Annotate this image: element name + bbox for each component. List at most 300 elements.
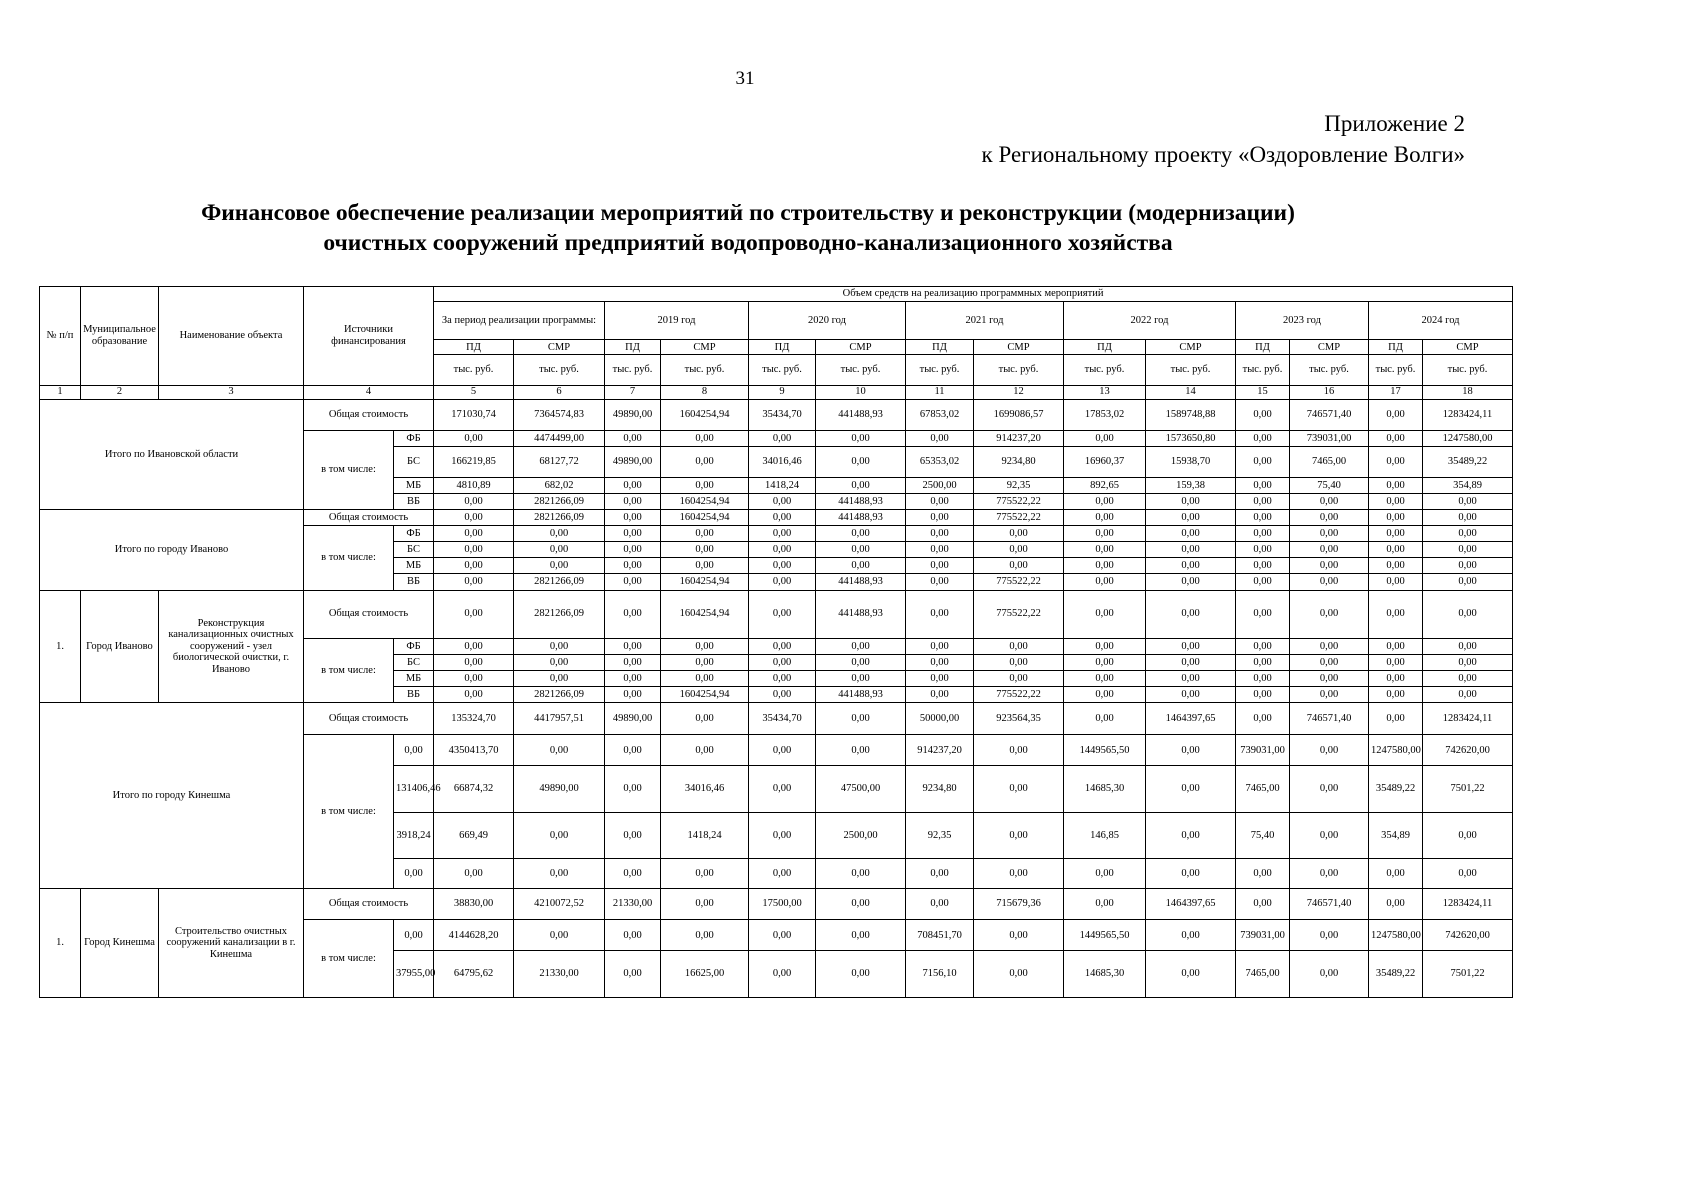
source-code: ФБ [394, 430, 434, 446]
column-number: 1 [40, 385, 81, 399]
value-cell: 4810,89 [434, 478, 514, 494]
value-cell: 0,00 [1236, 526, 1290, 542]
header-num: № п/п [40, 287, 81, 386]
value-cell: 49890,00 [514, 766, 605, 812]
value-cell: 0,00 [434, 858, 514, 888]
header-period: 2020 год [749, 302, 906, 340]
value-cell: 0,00 [514, 638, 605, 654]
source-code: 131406,46 [394, 766, 434, 812]
value-cell: 0,00 [605, 766, 661, 812]
value-cell: 1247580,00 [1423, 430, 1513, 446]
value-cell: 21330,00 [605, 889, 661, 920]
value-cell: 0,00 [1369, 687, 1423, 703]
value-cell: 0,00 [974, 920, 1064, 951]
value-cell: 4417957,51 [514, 703, 605, 735]
value-cell: 682,02 [514, 478, 605, 494]
value-cell: 92,35 [974, 478, 1064, 494]
header-period: За период реализации программы: [434, 302, 605, 340]
header-unit: тыс. руб. [514, 355, 605, 385]
value-cell: 0,00 [906, 670, 974, 686]
value-cell: 0,00 [906, 574, 974, 590]
value-cell: 4210072,52 [514, 889, 605, 920]
value-cell: 0,00 [1369, 446, 1423, 477]
source-code: БС [394, 654, 434, 670]
value-cell: 0,00 [1236, 446, 1290, 477]
value-cell: 35434,70 [749, 399, 816, 430]
value-cell: 914237,20 [906, 735, 974, 766]
value-cell: 0,00 [605, 542, 661, 558]
column-number: 10 [816, 385, 906, 399]
value-cell: 1247580,00 [1369, 735, 1423, 766]
value-cell: 0,00 [816, 526, 906, 542]
value-cell: 0,00 [434, 670, 514, 686]
value-cell: 0,00 [1369, 670, 1423, 686]
header-smr: СМР [1290, 340, 1369, 355]
value-cell: 4474499,00 [514, 430, 605, 446]
value-cell: 1604254,94 [661, 687, 749, 703]
value-cell: 0,00 [434, 542, 514, 558]
column-number: 13 [1064, 385, 1146, 399]
header-smr: СМР [514, 340, 605, 355]
column-number: 2 [81, 385, 159, 399]
source-code: 37955,00 [394, 951, 434, 998]
header-unit: тыс. руб. [1369, 355, 1423, 385]
value-cell: 0,00 [816, 558, 906, 574]
value-cell: 0,00 [749, 590, 816, 638]
value-cell: 0,00 [1064, 654, 1146, 670]
value-cell: 0,00 [1369, 654, 1423, 670]
value-cell: 0,00 [661, 703, 749, 735]
financing-table [39, 286, 1513, 998]
value-cell: 7501,22 [1423, 766, 1513, 812]
value-cell: 0,00 [974, 858, 1064, 888]
value-cell: 0,00 [605, 590, 661, 638]
item-object-name: Строительство очистных сооружений канализации в г. Кинешма [159, 889, 304, 998]
value-cell: 0,00 [605, 687, 661, 703]
source-code: ФБ [394, 638, 434, 654]
value-cell: 892,65 [1064, 478, 1146, 494]
column-number: 18 [1423, 385, 1513, 399]
value-cell: 0,00 [1290, 951, 1369, 998]
value-cell: 0,00 [1146, 687, 1236, 703]
document-title [0, 198, 1496, 258]
value-cell: 0,00 [749, 526, 816, 542]
item-municipality: Город Кинешма [81, 889, 159, 998]
value-cell: 0,00 [661, 735, 749, 766]
value-cell: 0,00 [1290, 735, 1369, 766]
header-smr: СМР [816, 340, 906, 355]
value-cell: 0,00 [434, 558, 514, 574]
value-cell: 0,00 [749, 951, 816, 998]
group-label: Итого по городу Иваново [40, 510, 304, 590]
document-title-line-1: Финансовое обеспечение реализации мероприятий по строительству и реконструкции (модернизации) [201, 200, 1295, 226]
value-cell: 0,00 [1290, 526, 1369, 542]
header-unit: тыс. руб. [1236, 355, 1290, 385]
source-code: 0,00 [394, 735, 434, 766]
header-smr: СМР [1146, 340, 1236, 355]
value-cell: 0,00 [1064, 687, 1146, 703]
value-cell: 0,00 [1146, 812, 1236, 858]
value-cell: 441488,93 [816, 574, 906, 590]
value-cell: 0,00 [816, 735, 906, 766]
value-cell: 0,00 [1369, 526, 1423, 542]
value-cell: 0,00 [605, 510, 661, 526]
value-cell: 0,00 [974, 766, 1064, 812]
item-object-name: Реконструкция канализационных очистных сооружений - узел биологической очистки, г. Иваново [159, 590, 304, 703]
value-cell: 159,38 [1146, 478, 1236, 494]
value-cell: 0,00 [749, 812, 816, 858]
value-cell: 0,00 [605, 654, 661, 670]
header-unit: тыс. руб. [974, 355, 1064, 385]
value-cell: 14685,30 [1064, 766, 1146, 812]
header-pd: ПД [1236, 340, 1290, 355]
value-cell: 16960,37 [1064, 446, 1146, 477]
value-cell: 775522,22 [974, 590, 1064, 638]
value-cell: 0,00 [1146, 858, 1236, 888]
source-code: 3918,24 [394, 812, 434, 858]
value-cell: 0,00 [514, 858, 605, 888]
value-cell: 50000,00 [906, 703, 974, 735]
value-cell: 441488,93 [816, 510, 906, 526]
value-cell: 0,00 [906, 858, 974, 888]
value-cell: 0,00 [816, 446, 906, 477]
source-code: 0,00 [394, 858, 434, 888]
value-cell: 14685,30 [1064, 951, 1146, 998]
value-cell: 92,35 [906, 812, 974, 858]
value-cell: 0,00 [974, 654, 1064, 670]
value-cell: 16625,00 [661, 951, 749, 998]
value-cell: 0,00 [1369, 430, 1423, 446]
column-number: 8 [661, 385, 749, 399]
header-period: 2021 год [906, 302, 1064, 340]
value-cell: 0,00 [661, 858, 749, 888]
value-cell: 0,00 [749, 654, 816, 670]
value-cell: 0,00 [1290, 558, 1369, 574]
value-cell: 67853,02 [906, 399, 974, 430]
value-cell: 0,00 [1236, 687, 1290, 703]
value-cell: 49890,00 [605, 399, 661, 430]
value-cell: 35489,22 [1423, 446, 1513, 477]
column-number: 5 [434, 385, 514, 399]
page-number: 31 [735, 68, 755, 89]
value-cell: 66874,32 [434, 766, 514, 812]
value-cell: 1418,24 [749, 478, 816, 494]
header-volume: Объем средств на реализацию программных мероприятий [434, 287, 1513, 302]
value-cell: 1573650,80 [1146, 430, 1236, 446]
value-cell: 0,00 [906, 510, 974, 526]
value-cell: 0,00 [514, 542, 605, 558]
value-cell: 0,00 [1146, 542, 1236, 558]
value-cell: 441488,93 [816, 399, 906, 430]
value-cell: 1699086,57 [974, 399, 1064, 430]
value-cell: 1464397,65 [1146, 703, 1236, 735]
value-cell: 0,00 [1064, 703, 1146, 735]
value-cell: 1604254,94 [661, 510, 749, 526]
value-cell: 0,00 [906, 542, 974, 558]
value-cell: 0,00 [1146, 654, 1236, 670]
header-pd: ПД [906, 340, 974, 355]
header-smr: СМР [974, 340, 1064, 355]
total-cost-label: Общая стоимость [304, 590, 434, 638]
value-cell: 0,00 [1423, 510, 1513, 526]
value-cell: 0,00 [1423, 542, 1513, 558]
value-cell: 0,00 [974, 670, 1064, 686]
header-pd: ПД [434, 340, 514, 355]
group-label: Итого по городу Кинешма [40, 703, 304, 889]
value-cell: 64795,62 [434, 951, 514, 998]
value-cell: 0,00 [1369, 889, 1423, 920]
value-cell: 0,00 [661, 446, 749, 477]
total-cost-label: Общая стоимость [304, 510, 434, 526]
appendix-note [982, 108, 1465, 170]
value-cell: 0,00 [1369, 638, 1423, 654]
value-cell: 0,00 [1236, 654, 1290, 670]
total-cost-label: Общая стоимость [304, 703, 434, 735]
value-cell: 0,00 [605, 558, 661, 574]
value-cell: 0,00 [514, 812, 605, 858]
value-cell: 0,00 [1236, 478, 1290, 494]
value-cell: 68127,72 [514, 446, 605, 477]
value-cell: 441488,93 [816, 494, 906, 510]
value-cell: 0,00 [605, 478, 661, 494]
value-cell: 0,00 [1146, 670, 1236, 686]
value-cell: 0,00 [1369, 574, 1423, 590]
value-cell: 1604254,94 [661, 574, 749, 590]
value-cell: 2821266,09 [514, 510, 605, 526]
value-cell: 7156,10 [906, 951, 974, 998]
value-cell: 354,89 [1423, 478, 1513, 494]
value-cell: 708451,70 [906, 920, 974, 951]
header-sources: Источники финансирования [304, 287, 434, 386]
value-cell: 1589748,88 [1146, 399, 1236, 430]
value-cell: 0,00 [514, 735, 605, 766]
value-cell: 0,00 [1369, 478, 1423, 494]
value-cell: 0,00 [1369, 494, 1423, 510]
value-cell: 0,00 [1369, 858, 1423, 888]
value-cell: 0,00 [1290, 590, 1369, 638]
value-cell: 0,00 [1290, 494, 1369, 510]
value-cell: 0,00 [1064, 858, 1146, 888]
value-cell: 0,00 [1146, 920, 1236, 951]
header-unit: тыс. руб. [661, 355, 749, 385]
value-cell: 0,00 [816, 670, 906, 686]
value-cell: 0,00 [605, 526, 661, 542]
value-cell: 0,00 [1423, 558, 1513, 574]
value-cell: 0,00 [749, 735, 816, 766]
column-number: 17 [1369, 385, 1423, 399]
value-cell: 0,00 [1236, 670, 1290, 686]
value-cell: 0,00 [749, 558, 816, 574]
value-cell: 0,00 [1290, 542, 1369, 558]
value-cell: 0,00 [1423, 687, 1513, 703]
value-cell: 0,00 [816, 638, 906, 654]
appendix-line-1: Приложение 2 [1324, 111, 1465, 136]
column-number: 3 [159, 385, 304, 399]
header-object: Наименование объекта [159, 287, 304, 386]
value-cell: 0,00 [1064, 670, 1146, 686]
value-cell: 0,00 [514, 558, 605, 574]
value-cell: 0,00 [1064, 494, 1146, 510]
header-period: 2022 год [1064, 302, 1236, 340]
value-cell: 7465,00 [1236, 951, 1290, 998]
value-cell: 34016,46 [749, 446, 816, 477]
value-cell: 775522,22 [974, 687, 1064, 703]
value-cell: 739031,00 [1236, 920, 1290, 951]
value-cell: 0,00 [661, 478, 749, 494]
value-cell: 923564,35 [974, 703, 1064, 735]
value-cell: 669,49 [434, 812, 514, 858]
value-cell: 0,00 [1369, 703, 1423, 735]
value-cell: 0,00 [1423, 638, 1513, 654]
value-cell: 0,00 [906, 638, 974, 654]
value-cell: 0,00 [1236, 889, 1290, 920]
value-cell: 742620,00 [1423, 735, 1513, 766]
header-municipality: Муниципальное образование [81, 287, 159, 386]
value-cell: 0,00 [1146, 494, 1236, 510]
value-cell: 47500,00 [816, 766, 906, 812]
value-cell: 0,00 [816, 430, 906, 446]
value-cell: 0,00 [1236, 703, 1290, 735]
value-cell: 0,00 [1423, 526, 1513, 542]
value-cell: 0,00 [605, 812, 661, 858]
table-row [40, 590, 1513, 638]
value-cell: 1449565,50 [1064, 735, 1146, 766]
value-cell: 146,85 [1064, 812, 1146, 858]
source-code: МБ [394, 670, 434, 686]
value-cell: 0,00 [816, 542, 906, 558]
value-cell: 0,00 [974, 735, 1064, 766]
value-cell: 0,00 [1236, 858, 1290, 888]
value-cell: 49890,00 [605, 703, 661, 735]
value-cell: 0,00 [434, 526, 514, 542]
including-label: в том числе: [304, 430, 394, 509]
header-unit: тыс. руб. [434, 355, 514, 385]
value-cell: 0,00 [749, 430, 816, 446]
value-cell: 0,00 [816, 654, 906, 670]
value-cell: 0,00 [749, 510, 816, 526]
item-number: 1. [40, 590, 81, 703]
value-cell: 0,00 [749, 766, 816, 812]
value-cell: 0,00 [661, 542, 749, 558]
value-cell: 0,00 [1369, 399, 1423, 430]
value-cell: 0,00 [816, 889, 906, 920]
group-label: Итого по Ивановской области [40, 399, 304, 510]
header-unit: тыс. руб. [906, 355, 974, 385]
table-row [40, 287, 1513, 302]
document-title-line-2: очистных сооружений предприятий водопроводно-канализационного хозяйства [323, 230, 1173, 256]
column-number: 16 [1290, 385, 1369, 399]
table-row [40, 510, 1513, 526]
value-cell: 0,00 [514, 670, 605, 686]
header-pd: ПД [749, 340, 816, 355]
value-cell: 0,00 [816, 703, 906, 735]
value-cell: 775522,22 [974, 494, 1064, 510]
value-cell: 354,89 [1369, 812, 1423, 858]
value-cell: 441488,93 [816, 687, 906, 703]
value-cell: 0,00 [1423, 654, 1513, 670]
value-cell: 0,00 [816, 478, 906, 494]
column-number: 7 [605, 385, 661, 399]
value-cell: 75,40 [1236, 812, 1290, 858]
value-cell: 0,00 [661, 430, 749, 446]
value-cell: 0,00 [749, 574, 816, 590]
value-cell: 0,00 [1423, 858, 1513, 888]
source-code: БС [394, 446, 434, 477]
item-number: 1. [40, 889, 81, 998]
value-cell: 0,00 [1423, 574, 1513, 590]
value-cell: 0,00 [1290, 858, 1369, 888]
value-cell: 0,00 [749, 638, 816, 654]
value-cell: 166219,85 [434, 446, 514, 477]
header-unit: тыс. руб. [816, 355, 906, 385]
value-cell: 0,00 [1236, 574, 1290, 590]
value-cell: 0,00 [974, 542, 1064, 558]
value-cell: 0,00 [1236, 542, 1290, 558]
value-cell: 746571,40 [1290, 889, 1369, 920]
value-cell: 0,00 [1290, 670, 1369, 686]
value-cell: 0,00 [816, 920, 906, 951]
value-cell: 17853,02 [1064, 399, 1146, 430]
value-cell: 0,00 [816, 858, 906, 888]
value-cell: 0,00 [749, 542, 816, 558]
value-cell: 0,00 [1146, 510, 1236, 526]
value-cell: 0,00 [1236, 494, 1290, 510]
value-cell: 775522,22 [974, 574, 1064, 590]
value-cell: 0,00 [974, 558, 1064, 574]
value-cell: 0,00 [1423, 812, 1513, 858]
header-pd: ПД [1064, 340, 1146, 355]
value-cell: 0,00 [1236, 638, 1290, 654]
value-cell: 75,40 [1290, 478, 1369, 494]
value-cell: 0,00 [906, 430, 974, 446]
header-smr: СМР [1423, 340, 1513, 355]
value-cell: 2500,00 [816, 812, 906, 858]
value-cell: 2821266,09 [514, 687, 605, 703]
value-cell: 0,00 [1290, 510, 1369, 526]
table-row [40, 399, 1513, 430]
value-cell: 0,00 [906, 654, 974, 670]
value-cell: 9234,80 [974, 446, 1064, 477]
source-code: ВБ [394, 494, 434, 510]
column-number: 4 [304, 385, 434, 399]
appendix-line-2: к Региональному проекту «Оздоровление Волги» [981, 142, 1465, 167]
value-cell: 35489,22 [1369, 766, 1423, 812]
header-unit: тыс. руб. [1423, 355, 1513, 385]
column-number: 15 [1236, 385, 1290, 399]
value-cell: 35434,70 [749, 703, 816, 735]
value-cell: 4350413,70 [434, 735, 514, 766]
value-cell: 0,00 [605, 951, 661, 998]
value-cell: 0,00 [605, 638, 661, 654]
value-cell: 0,00 [974, 812, 1064, 858]
value-cell: 2821266,09 [514, 590, 605, 638]
value-cell: 914237,20 [974, 430, 1064, 446]
value-cell: 0,00 [661, 889, 749, 920]
table-row [40, 889, 1513, 920]
header-period: 2023 год [1236, 302, 1369, 340]
value-cell: 1464397,65 [1146, 889, 1236, 920]
value-cell: 171030,74 [434, 399, 514, 430]
table-row [40, 703, 1513, 735]
value-cell: 0,00 [514, 920, 605, 951]
value-cell: 0,00 [1236, 590, 1290, 638]
value-cell: 0,00 [749, 494, 816, 510]
value-cell: 0,00 [974, 638, 1064, 654]
value-cell: 7465,00 [1236, 766, 1290, 812]
value-cell: 0,00 [906, 494, 974, 510]
header-unit: тыс. руб. [749, 355, 816, 385]
value-cell: 2821266,09 [514, 494, 605, 510]
